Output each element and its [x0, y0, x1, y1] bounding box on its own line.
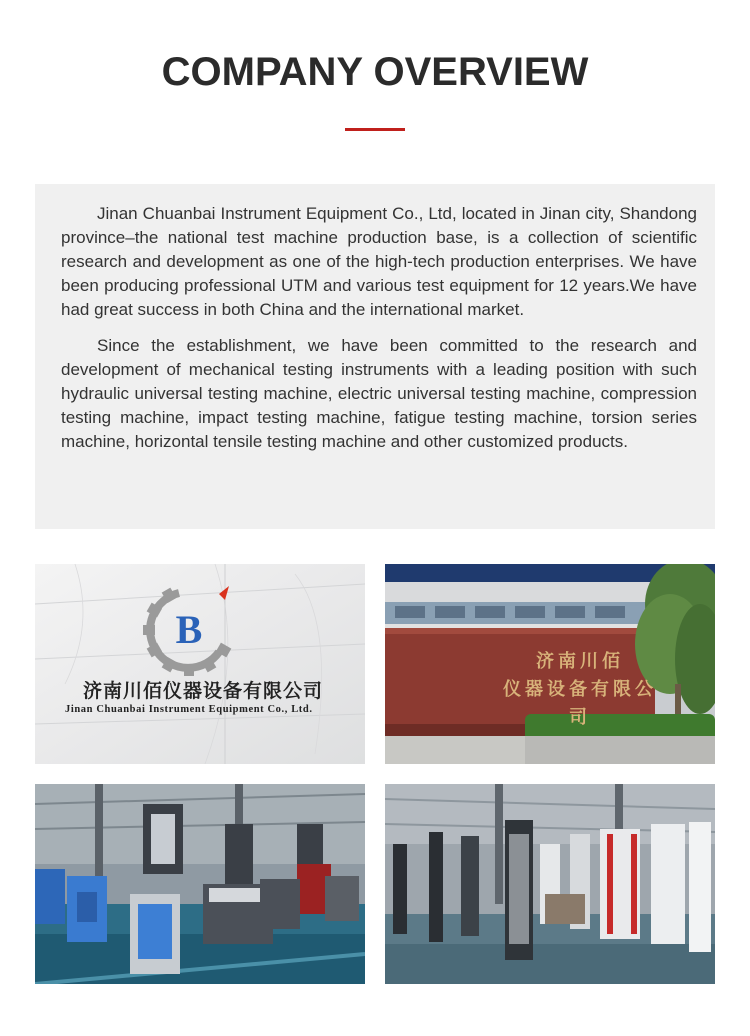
- intro-paragraph-1: Jinan Chuanbai Instrument Equipment Co., Ltd, located in Jinan city, Shandong province–the national test machine production base, is a collection of scientific research and development as one of the high-tech production enterprises. We have been producing professional UTM and various test equipment for 12 years.We have had great success in both China and the international market.: [61, 204, 697, 319]
- photo-logo-wall: [35, 564, 365, 764]
- factory-wall-sign: [495, 648, 665, 732]
- page-title: COMPANY OVERVIEW: [161, 50, 589, 94]
- intro-paragraph-2: Since the establishment, we have been committed to the research and development of mechanical testing instruments with a leading position with such hydraulic universal testing machine, electric universal testing machine, compression testing machine, impact testing machine, fatigue testing machine, torsion series machine, horizontal tensile testing machine and other customized products.: [61, 336, 697, 451]
- company-intro-box: [35, 184, 715, 529]
- svg-text:B: B: [175, 607, 203, 652]
- company-intro-text: [61, 202, 697, 466]
- photo-workshop-electronic-machines: [385, 784, 715, 984]
- factory-wall-sign-line-2: 仪器设备有限公司: [503, 679, 657, 728]
- title-accent-divider: [345, 128, 405, 131]
- workshop-illustration-2: [385, 784, 715, 984]
- logo-sign-chinese: 济南川佰仪器设备有限公司: [83, 680, 324, 702]
- logo-sign-english: Jinan Chuanbai Instrument Equipment Co., Ltd.: [65, 704, 313, 715]
- logo-wall-illustration: [35, 564, 365, 764]
- factory-wall-sign-line-1: 济南川佰: [536, 651, 624, 672]
- photo-factory-gate: [385, 564, 715, 764]
- workshop-illustration-1: [35, 784, 365, 984]
- photo-workshop-hydraulic-machines: [35, 784, 365, 984]
